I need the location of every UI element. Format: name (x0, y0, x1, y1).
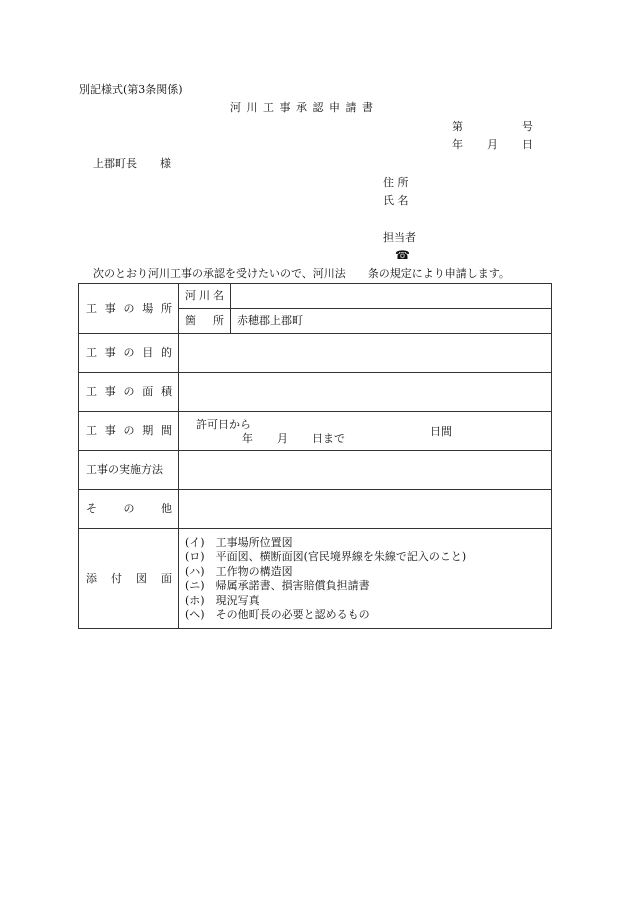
period-month: 月 (277, 432, 288, 445)
purpose-label: 工 事 の 目 的 (86, 346, 172, 360)
other-value[interactable] (179, 490, 552, 529)
phone-icon: ☎ (395, 248, 410, 262)
attachment-item: (ロ) 平面図、横断面図(官民境界線を朱線で記入のこと) (185, 550, 467, 563)
application-form-table (78, 283, 552, 629)
period-year: 年 (242, 432, 253, 445)
place-value-cell[interactable] (231, 309, 552, 334)
other-label-cell (79, 490, 179, 529)
attachments-list (179, 529, 552, 629)
intro-text: 次のとおり河川工事の承認を受けたいので、河川法 条の規定により申請します。 (93, 267, 510, 280)
period-value-cell[interactable] (179, 412, 552, 451)
date-year: 年 (452, 138, 463, 151)
area-value[interactable] (179, 373, 552, 412)
attachment-item: (イ) 工事場所位置図 (185, 535, 293, 549)
other-label: そ の 他 (86, 502, 172, 516)
method-value[interactable] (179, 451, 552, 490)
period-days: 日間 (430, 425, 452, 438)
attachment-item: (ニ) 帰属承諾書、損害賠償負担請書 (185, 579, 370, 592)
date-day: 日 (522, 138, 533, 151)
addressee-name: 上郡町長 (93, 157, 137, 170)
place-label: 箇 所 (185, 314, 224, 328)
river-name-label-cell (179, 284, 231, 309)
purpose-value[interactable] (179, 334, 552, 373)
river-name-value[interactable] (231, 284, 552, 309)
river-name-label: 河 川 名 (185, 289, 224, 303)
attachment-item: (ホ) 現況写真 (185, 593, 260, 607)
period-until: 日まで (312, 432, 345, 445)
area-label-cell (79, 373, 179, 412)
name-label: 氏 名 (383, 194, 409, 207)
attachment-item: (ハ) 工作物の構造図 (185, 564, 293, 578)
location-label: 工 事 の 場 所 (86, 301, 172, 315)
period-from: 許可日から (196, 418, 251, 431)
place-value: 赤穂郡上郡町 (237, 314, 303, 328)
attachment-item: (ヘ) その他町長の必要と認めるもの (185, 608, 370, 621)
method-label: 工事の実施方法 (86, 463, 163, 477)
contact-person-label: 担当者 (383, 231, 416, 244)
form-reference: 別記様式(第3条関係) (79, 83, 183, 96)
place-label-cell (179, 309, 231, 334)
document-title: 河 川 工 事 承 認 申 請 書 (230, 101, 374, 114)
date-month: 月 (487, 138, 498, 151)
purpose-label-cell (79, 334, 179, 373)
period-label: 工 事 の 期 間 (86, 424, 172, 438)
method-label-cell (79, 451, 179, 490)
addressee-honorific: 様 (160, 157, 171, 170)
area-label: 工 事 の 面 積 (86, 385, 172, 399)
attachments-label: 添 付 図 面 (86, 571, 172, 585)
attachments-label-cell (79, 529, 179, 629)
period-label-cell (79, 412, 179, 451)
number-suffix: 号 (522, 120, 533, 133)
location-label-cell (79, 284, 179, 334)
address-label: 住 所 (383, 176, 409, 189)
number-prefix: 第 (452, 120, 463, 133)
